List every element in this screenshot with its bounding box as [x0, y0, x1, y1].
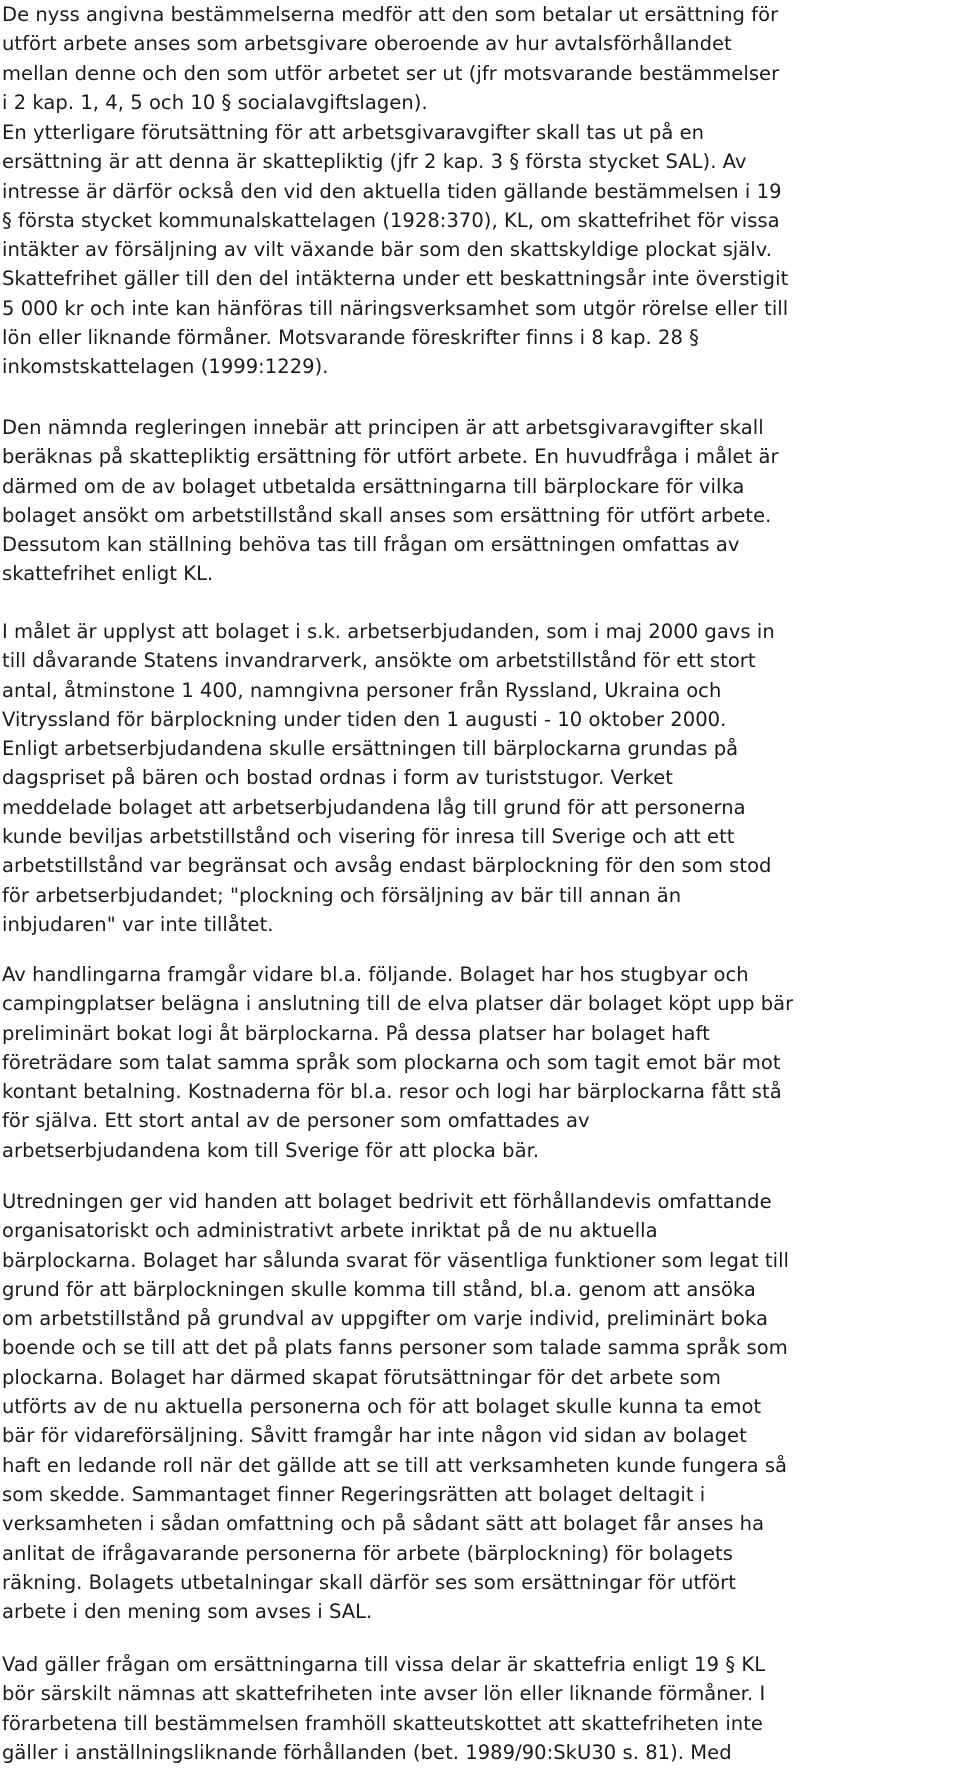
paragraph-documents-show: Av handlingarna framgår vidare bl.a. följande. Bolaget har hos stugbyar och campingplatser belägna i anslutning till de elva platser där bolaget köpt upp bär preliminärt bokat logi åt bärplockarna. På dessa platser har bolaget haft företrädare som talat samma språk som plockarna och som tagit emot bär mot kontant betalning. Kostnaderna för bl.a. resor och logi har bärplockarna fått stå för själva. Ett stort antal av de personer som omfattades av arbetserbjudandena kom till Sverige för att plocka bär. [2, 963, 794, 1162]
paragraph-job-offers: I målet är upplyst att bolaget i s.k. arbetserbjudanden, som i maj 2000 gavs in till dåvarande Statens invandrarverk, ansökte om arbetstillstånd för ett stort antal, åtminstone 1 400, namngivna personer från Ryssland, Ukraina och Vitryssland för bärplockning under tiden den 1 augusti - 10 oktober 2000. Enligt arbetserbjudandena skulle ersättningen till bärplockarna grundas på dagspriset på bären och bostad ordnas i form av turiststugor. Verket meddelade bolaget att arbetserbjudandena låg till grund för att personerna kunde beviljas arbetstillstånd och visering för inresa till Sverige och att ett arbetstillstånd var begränsat och avsåg endast bärplockning för den som stod för arbetserbjudandet; "plockning och försäljning av bär till annan än inbjudaren" var inte tillåtet. [2, 620, 775, 936]
paragraph-investigation: Utredningen ger vid handen att bolaget bedrivit ett förhållandevis omfattande organisatoriskt och administrativt arbete inriktat på de nu aktuella bärplockarna. Bolaget har sålunda svarat för väsentliga funktioner som legat till grund för att bärplockningen skulle komma till stånd, bl.a. genom att ansöka om arbetstillstånd på grundval av uppgifter om varje individ, preliminärt boka boende och se till att det på plats fanns personer som talade samma språk som plockarna. Bolaget har därmed skapat förutsättningar för det arbete som utförts av de nu aktuella personerna och för att bolaget skulle kunna ta emot bär för vidareförsäljning. Såvitt framgår har inte någon vid sidan av bolaget haft en ledande roll när det gällde att se till att verksamheten kunde fungera så som skedde. Sammantaget finner Regeringsrätten att bolaget deltagit i verksamheten i sådan omfattning och på sådant sätt att bolaget får anses ha anlitat de ifrågavarande personerna för arbete (bärplockning) för bolagets räkning. Bolagets utbetalningar skall därför ses som ersättningar för utfört arbete i den mening som avses i SAL. [2, 1190, 790, 1624]
paragraph-main-question: Den nämnda regleringen innebär att principen är att arbetsgivaravgifter skall beräknas på skattepliktig ersättning för utfört arbete. En huvudfråga i målet är därmed om de av bolaget utbetalda ersättningarna till bärplockare för vilka bolaget ansökt om arbetstillstånd skall anses som ersättning för utfört arbete. Dessutom kan ställning behöva tas till frågan om ersättningen omfattas av skattefrihet enligt KL. [2, 416, 779, 586]
paragraph-tax-exemption: Vad gäller frågan om ersättningarna till vissa delar är skattefria enligt 19 § KL bör särskilt nämnas att skattefriheten inte avser lön eller liknande förmåner. I förarbetena till bestämmelsen framhöll skatteutskottet att skattefriheten inte gäller i anställningsliknande förhållanden (bet. 1989/90:SkU30 s. 81). Med [2, 1653, 766, 1764]
paragraph-taxable-condition: En ytterligare förutsättning för att arbetsgivaravgifter skall tas ut på en ersättning är att denna är skattepliktig (jfr 2 kap. 3 § första stycket SAL). Av intresse är därför också den vid den aktuella tiden gällande bestämmelsen i 19 § första stycket kommunalskattelagen (1928:370), KL, om skattefrihet för vissa intäkter av försäljning av vilt växande bär som den skattskyldige plockat själv. Skattefrihet gäller till den del intäkterna under ett beskattningsår inte överstigit 5 000 kr och inte kan hänföras till näringsverksamhet som utgör rörelse eller till lön eller liknande förmåner. Motsvarande föreskrifter finns i 8 kap. 28 § inkomstskattelagen (1999:1229). [2, 121, 789, 379]
paragraph-employer-definition: De nyss angivna bestämmelserna medför att den som betalar ut ersättning för utfört arbete anses som arbetsgivare oberoende av hur avtalsförhållandet mellan denne och den som utför arbetet ser ut (jfr motsvarande bestämmelser i 2 kap. 1, 4, 5 och 10 § socialavgiftslagen). [2, 3, 780, 114]
